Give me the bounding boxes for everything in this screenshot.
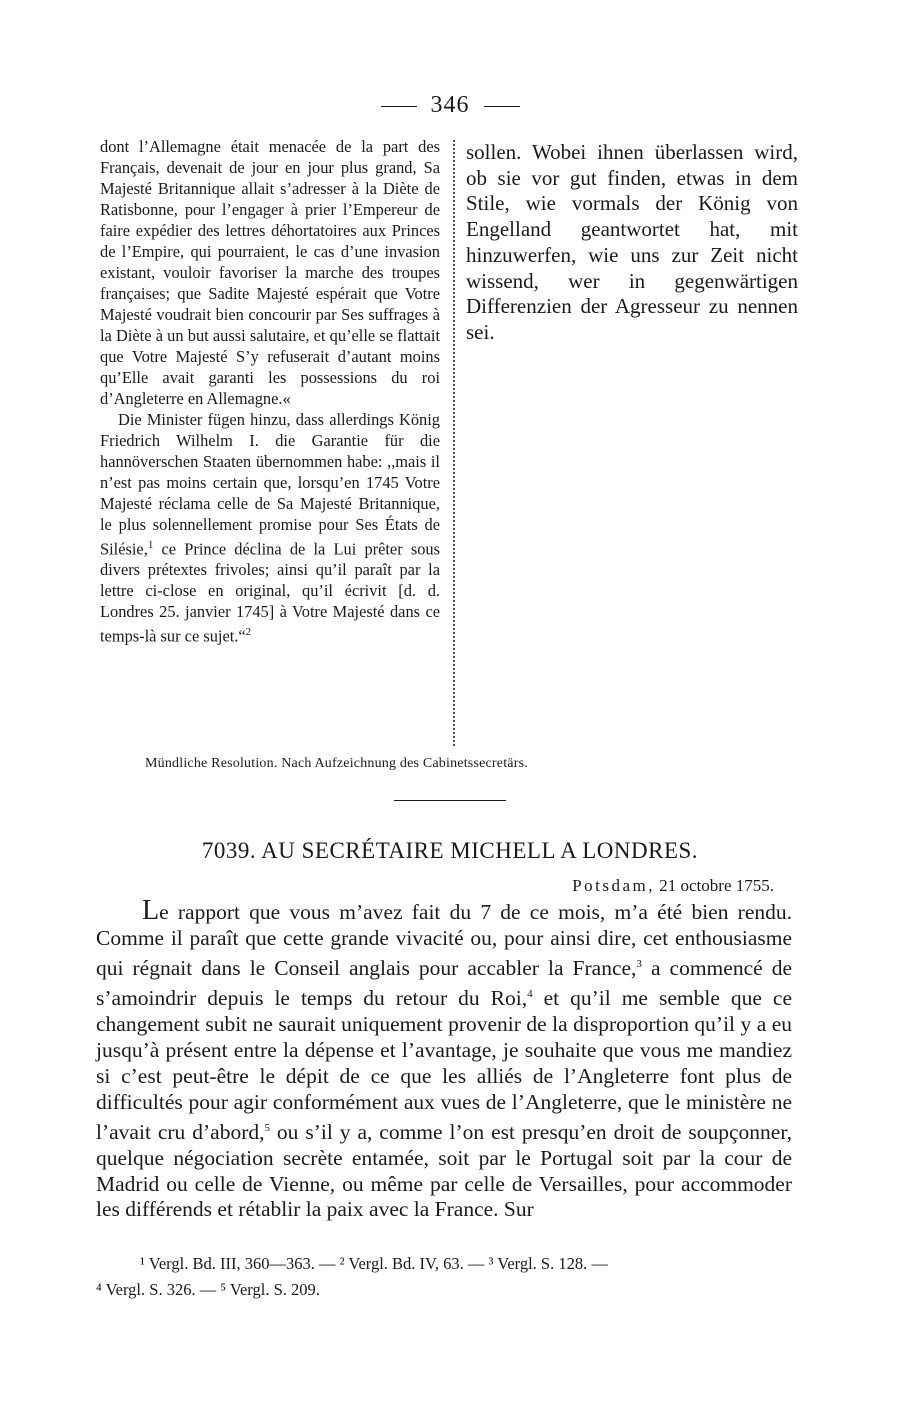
page-number: 346 — [430, 92, 470, 118]
right-column-text: sollen. Wobei ihnen überlassen wird, ob sie vor gut finden, etwas in dem Stile, wie vormals der König von Engelland geantwortet hat, mit hinzuwerfen, wie uns zur Zeit nicht wissend, wer in gegenwärtigen Differenzien der Agresseur zu nennen sei. — [466, 140, 798, 344]
footnote-ref-3: 3 — [636, 957, 642, 970]
document-body — [96, 895, 793, 1223]
right-column — [466, 140, 798, 346]
document-dateline — [572, 876, 774, 896]
page-header — [0, 92, 900, 119]
document-body-paragraph — [96, 895, 793, 1223]
body-text-1: Le rapport que vous m’avez fait du 7 de ce mois, m’a été bien rendu. Comme il paraît que cette grande vivacité ou, pour ainsi dire, cet enthousiasme qui régnait dans le Conseil anglais pour accabler la France, — [96, 895, 792, 980]
body-text-2: a commencé de s’amoindrir depuis le temps du retour du Roi, — [96, 955, 792, 1011]
left-paragraph-1: dont l’Allemagne était menacée de la part des Français, devenait de jour en jour plus grand, Sa Majesté Britannique allait s’adresser à la Diète de Ratisbonne, pour l’engager à prier l’Empereur de faire expédier des lettres déhortatoires aux Princes de l’Empire, qui pourraient, le cas d’une invasion existant, vouloir favoriser la marche des troupes françaises; que Sadite Majesté espérait que Votre Majesté voudrait bien concourir par Ses suffrages à la Diète à un but aussi salutaire, et qu’elle se flattait que Votre Majesté S’y refuserait d’autant moins qu’Elle avait garanti les possessions du roi d’Angleterre en Allemagne.« — [100, 137, 440, 408]
footnote-ref-2: 2 — [245, 626, 252, 639]
document-place: Potsdam, — [572, 876, 656, 895]
footnote-ref-1: 1 — [147, 539, 154, 551]
header-dash-left — [381, 106, 417, 107]
footnote-ref-4: 4 — [527, 987, 533, 1000]
section-rule — [394, 800, 506, 801]
left-column — [100, 136, 440, 647]
column-divider — [453, 140, 455, 746]
footnote-ref-5: 5 — [264, 1121, 270, 1134]
resolution-note: Mündliche Resolution. Nach Aufzeichnung des Cabinetssecretärs. — [145, 756, 528, 771]
document-date: 21 octobre 1755. — [655, 876, 774, 895]
footnote-line-1: ¹ Vergl. Bd. III, 360—363. — ² Vergl. Bd. IV, 63. — ³ Vergl. S. 128. — — [140, 1254, 608, 1273]
left-paragraph-2 — [100, 409, 440, 647]
footnotes — [96, 1251, 796, 1303]
document-title: 7039. AU SECRÉTAIRE MICHELL A LONDRES. — [201, 838, 699, 863]
header-dash-right — [484, 106, 520, 107]
body-text-4: ou s’il y a, comme l’on est presqu’en droit de soupçonner, quelque négociation secrète entamée, soit par le Portugal soit par la cour de Madrid ou celle de Vienne, ou même par celle de Versailles, pour accommoder les différends et rétablir la paix avec la France. Sur — [96, 1119, 792, 1222]
left-paragraph-2-text-b: ce Prince déclina de la Lui prêter sous divers prétextes frivoles; ainsi qu’il paraît par la lettre ci-close en original, qu’il écrivit [d. d. Londres 25. janvier 1745] à Votre Majesté dans ce temps-là sur ce sujet.“ — [100, 539, 440, 646]
footnote-line-2: ⁴ Vergl. S. 326. — ⁵ Vergl. S. 209. — [96, 1280, 320, 1299]
left-paragraph-2-text-a: Die Minister fügen hinzu, dass allerdings König Friedrich Wilhelm I. die Garantie für die hannöverschen Staaten übernommen habe: ,,mais il n’est pas moins certain que, lorsqu’en 1745 Votre Majesté réclama celle de Sa Majesté Britannique, le plus solennellement promise pour Ses États de Silésie, — [100, 410, 440, 559]
body-text-3: et qu’il me semble que ce changement subit ne saurait uniquement provenir de la disproportion qu’il y a eu jusqu’à présent entre la dépense et l’avantage, je souhaite que vous me mandiez si c’est peut-être le dépit de ce que les alliés de l’Angleterre font plus de difficultés pour agir conformément aux vues de l’Angleterre, que le ministère ne l’avait cru d’abord, — [96, 986, 793, 1144]
